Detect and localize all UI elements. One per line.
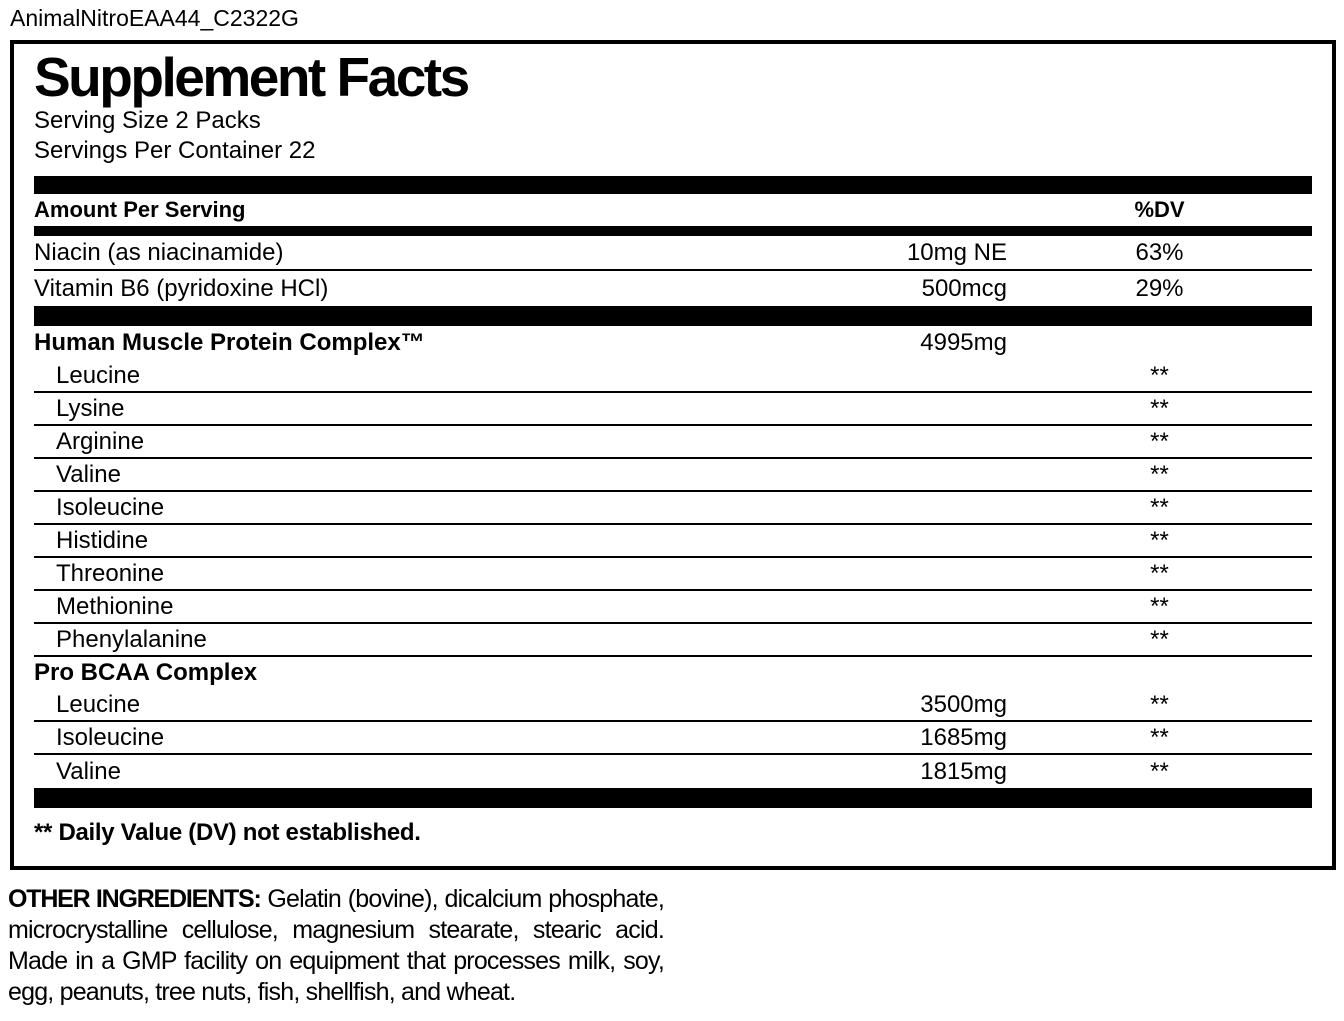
ingredient-name: Phenylalanine xyxy=(56,625,207,653)
ingredient-dv: ** xyxy=(1150,460,1169,488)
dv-header: %DV xyxy=(1134,197,1185,222)
ingredient-row-valine xyxy=(34,459,1312,492)
section-header-row-bcaa xyxy=(34,657,1312,689)
ingredient-amount: 3500mg xyxy=(920,690,1007,718)
ingredient-dv: ** xyxy=(1150,427,1169,455)
ingredient-dv: ** xyxy=(1150,361,1169,389)
ingredient-dv: ** xyxy=(1150,690,1169,718)
supplement-facts-panel xyxy=(10,40,1336,870)
ingredient-row-isoleucine xyxy=(34,492,1312,525)
ingredient-name: Lysine xyxy=(56,394,125,422)
ingredient-row-phenylalanine xyxy=(34,624,1312,657)
nutrient-dv: 29% xyxy=(1135,274,1184,302)
divider-bar-thick xyxy=(34,788,1312,808)
section-header: Pro BCAA Complex xyxy=(34,659,258,686)
ingredient-name: Histidine xyxy=(56,526,149,554)
ingredient-name: Leucine xyxy=(56,690,141,718)
ingredient-row-bcaa-leucine xyxy=(34,689,1312,722)
ingredient-amount: 1685mg xyxy=(920,723,1007,751)
servings-per-container: Servings Per Container 22 xyxy=(34,137,316,164)
nutrient-dv: 63% xyxy=(1135,238,1184,266)
ingredient-row-histidine xyxy=(34,525,1312,558)
serving-size: Serving Size 2 Packs xyxy=(34,107,261,134)
ingredient-dv: ** xyxy=(1150,592,1169,620)
ingredient-dv: ** xyxy=(1150,394,1169,422)
ingredient-name: Valine xyxy=(56,757,121,785)
nutrient-name: Niacin (as niacinamide) xyxy=(34,238,284,266)
ingredient-dv: ** xyxy=(1150,757,1169,785)
file-label: AnimalNitroEAA44_C2322G xyxy=(10,5,299,31)
ingredient-amount: 1815mg xyxy=(920,757,1007,785)
amount-per-serving-header: Amount Per Serving xyxy=(34,197,246,222)
ingredient-dv: ** xyxy=(1150,493,1169,521)
nutrient-row-niacin xyxy=(34,236,1312,271)
ingredient-name: Arginine xyxy=(56,427,145,455)
ingredient-row-arginine xyxy=(34,426,1312,459)
ingredient-row-leucine xyxy=(34,360,1312,393)
ingredient-name: Isoleucine xyxy=(56,493,165,521)
ingredient-row-threonine xyxy=(34,558,1312,591)
ingredient-dv: ** xyxy=(1150,526,1169,554)
panel-title: Supplement Facts xyxy=(34,46,468,108)
ingredient-name: Methionine xyxy=(56,592,174,620)
nutrient-name: Vitamin B6 (pyridoxine HCl) xyxy=(34,274,329,302)
dv-footnote: ** Daily Value (DV) not established. xyxy=(34,819,421,846)
section-header: Human Muscle Protein Complex™ xyxy=(34,329,425,356)
other-ingredients-paragraph xyxy=(8,884,664,1008)
nutrient-row-vitamin-b6 xyxy=(34,271,1312,306)
ingredient-dv: ** xyxy=(1150,723,1169,751)
ingredient-row-bcaa-isoleucine xyxy=(34,722,1312,755)
ingredient-name: Isoleucine xyxy=(56,723,165,751)
ingredient-name: Threonine xyxy=(56,559,165,587)
divider-bar-medium xyxy=(34,226,1312,236)
other-ingredients-label: OTHER INGREDIENTS: xyxy=(8,885,261,913)
divider-bar-thick xyxy=(34,306,1312,326)
nutrient-amount: 500mcg xyxy=(921,274,1007,302)
ingredient-dv: ** xyxy=(1150,559,1169,587)
ingredient-dv: ** xyxy=(1150,625,1169,653)
ingredient-row-bcaa-valine xyxy=(34,755,1312,788)
section-amount: 4995mg xyxy=(920,329,1007,356)
ingredient-name: Valine xyxy=(56,460,121,488)
nutrient-amount: 10mg NE xyxy=(906,238,1007,266)
section-header-row-hmpc xyxy=(34,326,1312,360)
ingredient-row-lysine xyxy=(34,393,1312,426)
ingredient-row-methionine xyxy=(34,591,1312,624)
divider-bar-thick xyxy=(34,176,1312,194)
other-ingredients-text: Gelatin (bovine), dicalcium phosphate, microcrystalline cellulose, magnesium stearate, stearic acid. Made in a GMP facility on equipment that processes milk, soy, egg, peanuts, tree nuts, fish, shellfish, and wheat. xyxy=(8,885,664,1006)
ingredient-name: Leucine xyxy=(56,361,141,389)
column-header-row xyxy=(34,194,1312,226)
